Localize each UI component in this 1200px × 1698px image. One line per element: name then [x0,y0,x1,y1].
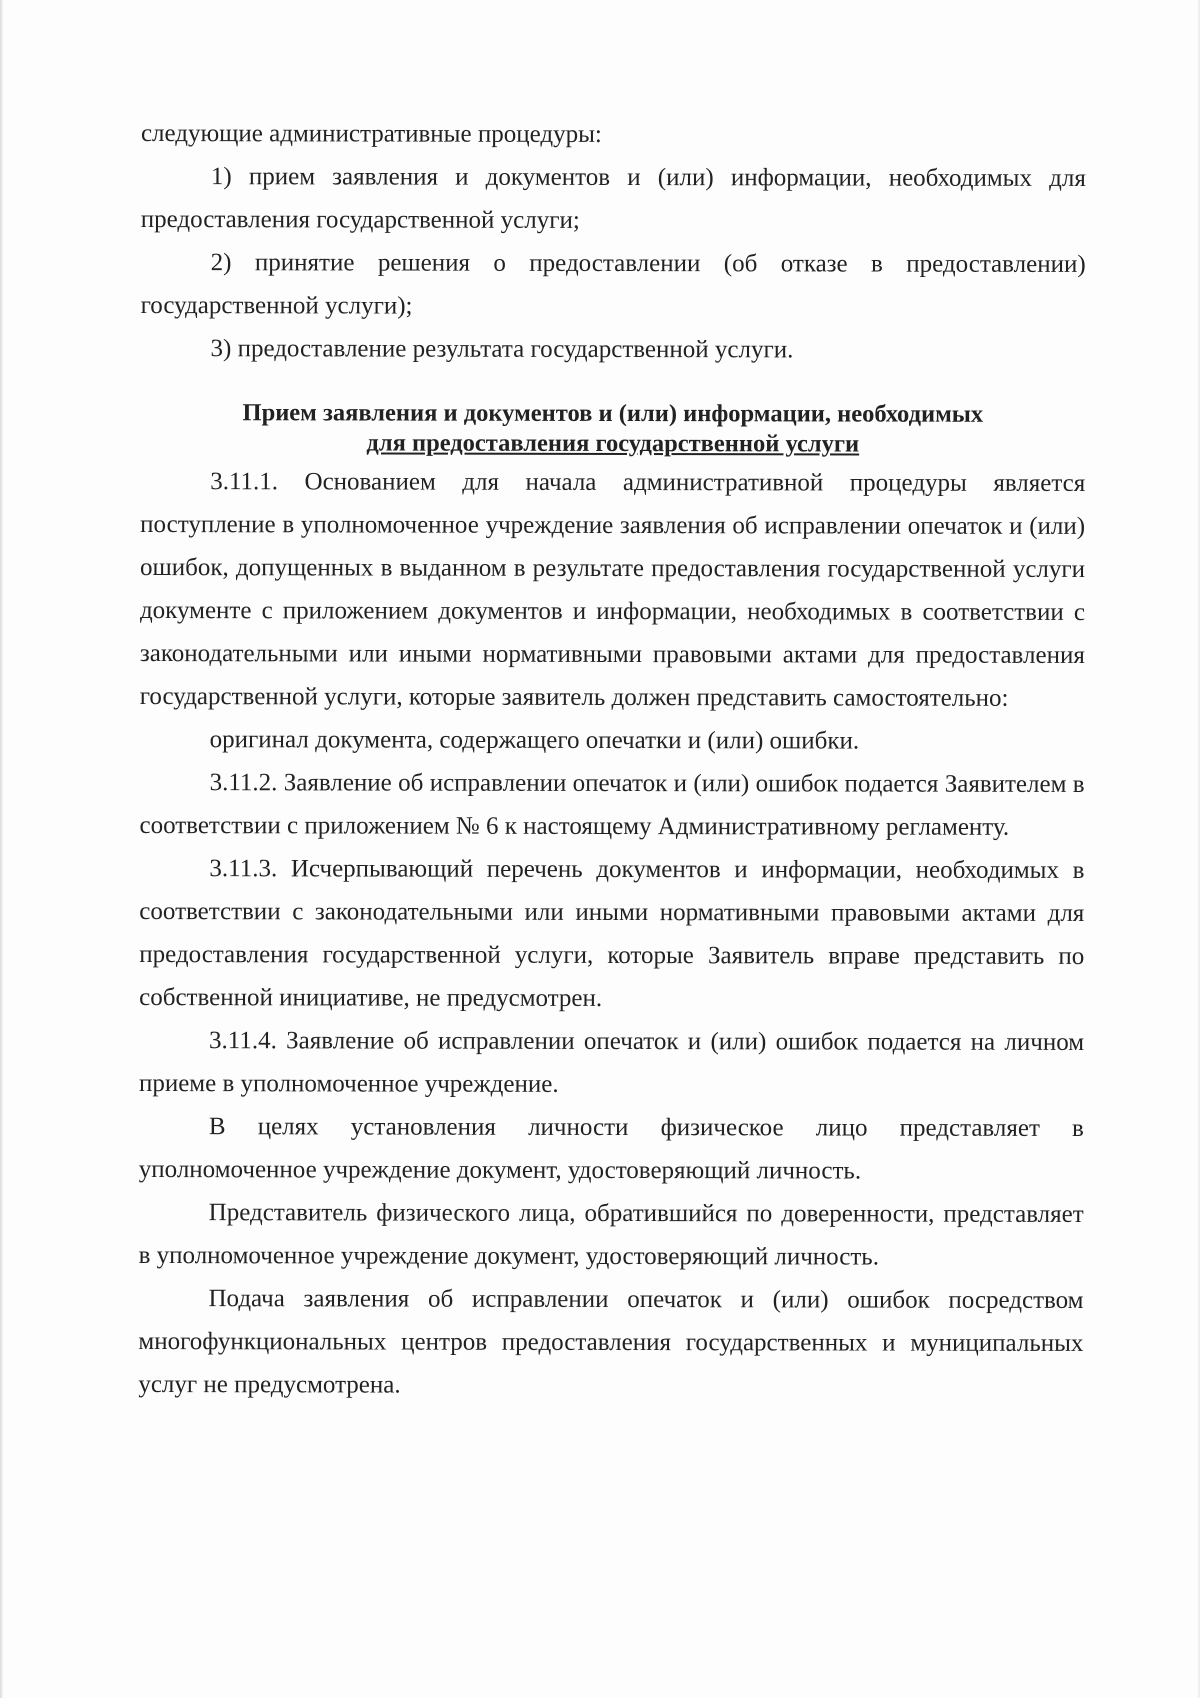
paragraph-mfc: Подача заявления об исправлении опечаток и (или) ошибок посредством многофункциональных центров предоставления государственных и муниципальных услуг не предусмотрена. [138,1285,1084,1399]
paragraph-3-11-4: 3.11.4. Заявление об исправлении опечаток и (или) ошибок подается на личном приеме в уполномоченное учреждение. [138,1027,1085,1098]
paragraph-3-11-1: 3.11.1. Основанием для начала административной процедуры является поступление в уполномоченное учреждение заявления об исправлении опечаток и (или) ошибок, допущенных в выданном в результате предоставления государственной услуги документе с приложением документов и информации, необходимых в соответствии с законодательными или иными нормативными правовыми актами для предоставления государственной услуги, которые заявитель должен представить самостоятельно: [139,468,1086,712]
scan-left-edge [0,0,3,1698]
procedure-item-1: 1) прием заявления и документов и (или) информации, необходимых для предоставления государственной услуги; [140,163,1086,234]
paragraph-3-11-2: 3.11.2. Заявление об исправлении опечаток и (или) ошибок подается Заявителем в соответствии с приложением № 6 к настоящему Административному регламенту. [139,769,1085,841]
document-body [138,112,1086,1408]
section-heading [140,398,1085,460]
section-heading-line-2: для предоставления государственной услуги [366,429,860,458]
procedure-item-2: 2) принятие решения о предоставлении (об отказе в предоставлении) государственной услуги); [140,249,1086,320]
paragraph-representative: Представитель физического лица, обратившийся по доверенности, представляет в уполномоченное учреждение документ, удостоверяющий личность. [138,1199,1084,1271]
section-heading-line-1: Прием заявления и документов и (или) информации, необходимых [242,399,984,428]
paragraph-original-document: оригинал документа, содержащего опечатки и (или) ошибки. [209,726,860,755]
procedure-item-3: 3) предоставление результата государственной услуги. [210,335,794,364]
intro-line: следующие административные процедуры: [140,119,602,148]
paragraph-3-11-3: 3.11.3. Исчерпывающий перечень документов и информации, необходимых в соответствии с законодательными или иными нормативными правовыми актами для предоставления государственной услуги, которые Заявитель вправе представить по собственной инициативе, не предусмотрен. [139,855,1085,1012]
paragraph-identity: В целях установления личности физическое лицо представляет в уполномоченное учреждение документ, удостоверяющий личность. [138,1113,1084,1185]
